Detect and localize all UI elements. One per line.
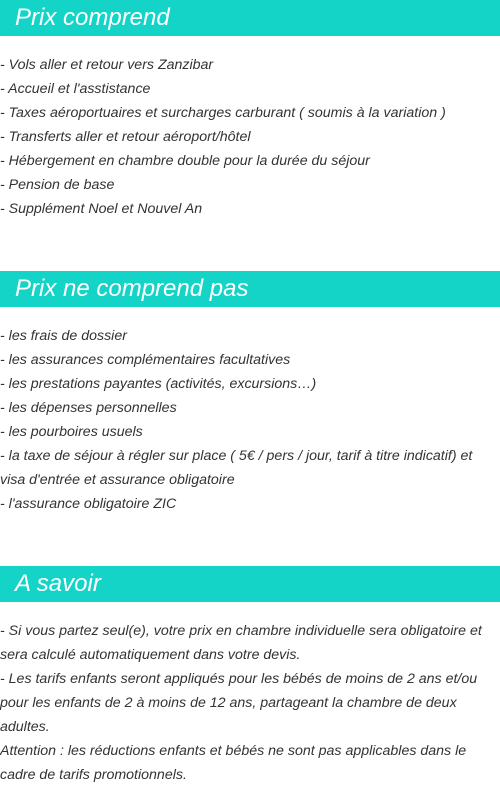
list-item: - Hébergement en chambre double pour la durée du séjour bbox=[0, 153, 370, 169]
list-item: - Taxes aéroportuaires et surcharges carburant ( soumis à la variation ) bbox=[0, 105, 446, 121]
info-paragraphs bbox=[0, 619, 500, 787]
included-list bbox=[0, 53, 500, 221]
list-item: - l'assurance obligatoire ZIC bbox=[0, 496, 177, 512]
not-included-list bbox=[0, 324, 500, 516]
list-item: - Transferts aller et retour aéroport/hôtel bbox=[0, 129, 251, 145]
info-paragraph: - Les tarifs enfants seront appliqués pour les bébés de moins de 2 ans et/ou pour les enfants de 2 à moins de 12 ans, partageant la chambre de deux adultes. bbox=[0, 671, 478, 735]
list-item: - les dépenses personnelles bbox=[0, 400, 177, 416]
list-item: - les pourboires usuels bbox=[0, 424, 143, 440]
section-title: Prix comprend bbox=[15, 4, 170, 31]
list-item: - Pension de base bbox=[0, 177, 115, 193]
list-item: - Supplément Noel et Nouvel An bbox=[0, 201, 203, 217]
list-item: - les frais de dossier bbox=[0, 328, 127, 344]
section-header-a-savoir bbox=[0, 566, 500, 602]
list-item: - les prestations payantes (activités, excursions…) bbox=[0, 376, 317, 392]
list-item: - Accueil et l'asstistance bbox=[0, 81, 151, 97]
list-item: - Vols aller et retour vers Zanzibar bbox=[0, 57, 214, 73]
list-item: - la taxe de séjour à régler sur place ( 5€ / pers / jour, tarif à titre indicatif) et visa d'entrée et assurance obligatoire bbox=[0, 448, 473, 488]
info-paragraph: - Si vous partez seul(e), votre prix en chambre individuelle sera obligatoire et sera calculé automatiquement dans votre devis. bbox=[0, 623, 482, 663]
section-title: Prix ne comprend pas bbox=[15, 275, 249, 302]
section-header-prix-ne-comprend-pas bbox=[0, 271, 500, 307]
list-item: - les assurances complémentaires facultatives bbox=[0, 352, 291, 368]
info-paragraph: Attention : les réductions enfants et bébés ne sont pas applicables dans le cadre de tarifs promotionnels. bbox=[0, 743, 467, 783]
section-title: A savoir bbox=[15, 570, 101, 597]
section-header-prix-comprend bbox=[0, 0, 500, 36]
